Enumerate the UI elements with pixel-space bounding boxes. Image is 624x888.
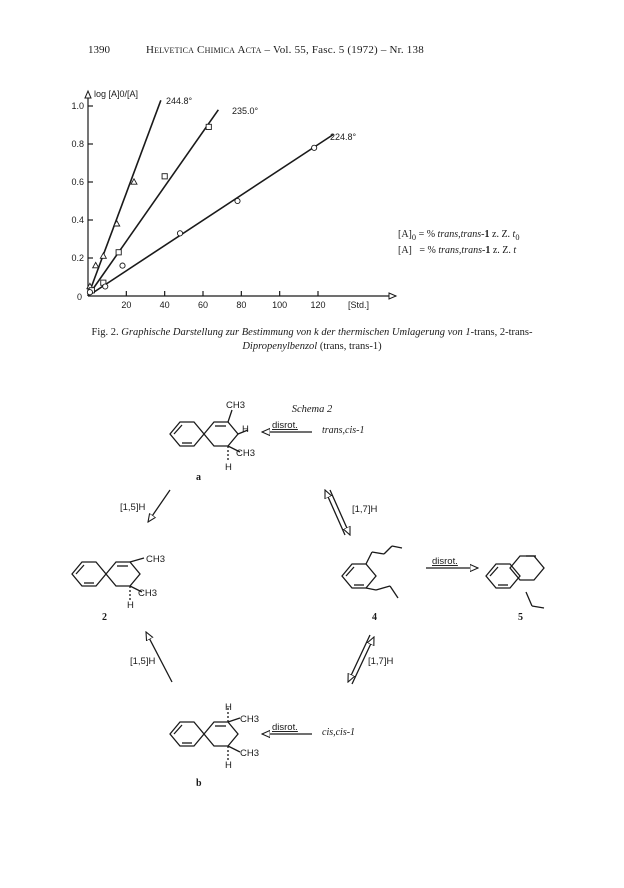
x-tick-label: 120 xyxy=(310,300,326,310)
b-ch3-top: CH3 xyxy=(240,714,260,725)
journal-name: Helvetica Chimica Acta xyxy=(146,44,262,56)
y-tick-label: 0.4 xyxy=(71,215,84,225)
compound-b-structure xyxy=(170,708,240,760)
x-axis-label: [Std.] xyxy=(348,300,370,310)
y-tick-label: 0.6 xyxy=(71,177,84,187)
a-h-right: H xyxy=(242,424,249,435)
disrot-label-b: disrot. xyxy=(272,722,298,733)
caption-line2-italic: Dipropenylbenzol xyxy=(242,341,318,352)
y-tick-label: 0.8 xyxy=(71,139,84,149)
compound-4-structure xyxy=(342,546,402,598)
compound-5-structure xyxy=(486,556,544,608)
compound-2-structure xyxy=(72,558,144,600)
scheme-title: Schema 2 xyxy=(291,404,333,415)
a-h-bottom: H xyxy=(225,462,232,473)
c2-ch3-top: CH3 xyxy=(146,554,166,565)
label-5: 5 xyxy=(518,612,523,623)
volume-info: – Vol. 55, Fasc. 5 (1972) – Nr. 138 xyxy=(264,44,424,56)
a-ch3-top: CH3 xyxy=(226,400,246,411)
shift-17-top-label: [1,7]H xyxy=(352,504,378,515)
disrot-label-a: disrot. xyxy=(272,420,298,431)
arrow-17-bottom-down xyxy=(348,635,370,682)
c2-h-bottom: H xyxy=(127,600,134,611)
caption-text-roman: trans, 2-trans- xyxy=(474,327,533,338)
reagent-b: cis,cis-1 xyxy=(322,727,356,738)
shift-15-bottom-label: [1,5]H xyxy=(130,656,156,667)
label-b: b xyxy=(196,778,202,789)
fig-label: Fig. 2. xyxy=(91,327,119,338)
x-tick-label: 80 xyxy=(236,300,247,310)
label-a: a xyxy=(196,472,201,483)
disrot-label-45: disrot. xyxy=(432,556,458,567)
shift-17-bottom-label: [1,7]H xyxy=(368,656,394,667)
arrow-15-top xyxy=(148,490,170,522)
origin-label: 0 xyxy=(76,292,82,302)
a-ch3-bottom: CH3 xyxy=(236,448,256,459)
arrow-17-top-up xyxy=(325,490,345,535)
y-axis-label: log [A]0/[A] xyxy=(94,89,139,99)
shift-15-top-label: [1,5]H xyxy=(120,502,146,513)
reagent-a: trans,cis-1 xyxy=(322,425,365,436)
c2-ch3-bottom: CH3 xyxy=(138,588,158,599)
label-4: 4 xyxy=(372,612,377,623)
b-h-bottom: H xyxy=(225,760,232,771)
legend-line-2: [A] = % trans,trans-1 z. Z. t xyxy=(398,245,517,256)
b-h-top: H xyxy=(225,702,232,713)
caption-text-italic: Graphische Darstellung zur Bestimmung von k der thermischen Umlagerung von 1- xyxy=(121,327,475,338)
b-ch3-bottom: CH3 xyxy=(240,748,260,759)
y-tick-label: 1.0 xyxy=(71,101,84,111)
series-label-0: 244.8° xyxy=(166,96,193,106)
legend-line-1: $[A]_0$ = % trans,trans-1 z. Z. $t_0$ xyxy=(398,229,520,242)
y-tick-label: 0.2 xyxy=(71,253,84,263)
x-tick-label: 20 xyxy=(121,300,132,310)
label-2: 2 xyxy=(102,612,107,623)
x-tick-label: 60 xyxy=(197,300,209,310)
series-label-2: 224.8° xyxy=(330,132,357,142)
x-tick-label: 100 xyxy=(272,300,288,310)
page-number: 1390 xyxy=(88,44,110,56)
x-tick-label: 40 xyxy=(159,300,170,310)
caption-line2-roman: (trans, trans-1) xyxy=(319,341,382,352)
arrow-17-top-down xyxy=(330,490,350,535)
series-label-1: 235.0° xyxy=(232,106,259,116)
